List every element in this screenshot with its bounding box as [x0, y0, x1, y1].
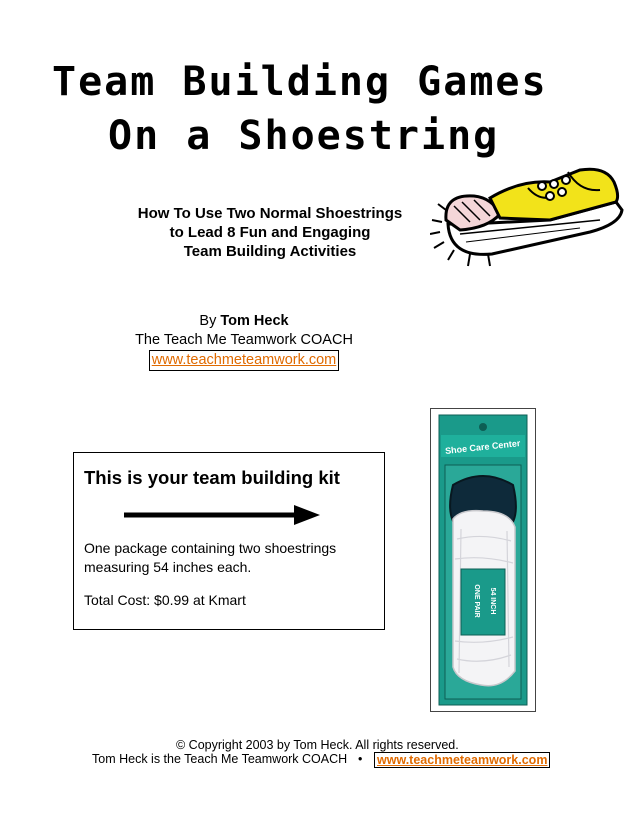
page-title-line1: Team Building Games: [52, 59, 548, 105]
kit-heading: This is your team building kit: [84, 467, 340, 488]
page-title-line2: On a Shoestring: [108, 113, 500, 159]
subtitle: [110, 204, 430, 261]
package-label-length: 54 INCH: [489, 587, 496, 615]
shoelace-package-photo: [430, 408, 536, 712]
kit-cost: Total Cost: $0.99 at Kmart: [84, 592, 246, 608]
footer-website-link[interactable]: www.teachmeteamwork.com: [374, 752, 550, 768]
subtitle-line2: to Lead 8 Fun and Engaging: [169, 224, 371, 241]
footer-copyright: © Copyright 2003 by Tom Heck. All rights reserved.: [176, 738, 459, 752]
kit-info-box: [73, 452, 385, 630]
kit-description-line2: measuring 54 inches each.: [84, 559, 252, 575]
byline-by: By: [199, 313, 217, 329]
sneaker-clipart: [430, 162, 630, 270]
author-role: The Teach Me Teamwork COACH: [135, 332, 353, 348]
kit-description-line1: One package containing two shoestrings: [84, 540, 337, 556]
footer-tagline: Tom Heck is the Teach Me Teamwork COACH: [92, 752, 348, 766]
author-name: Tom Heck: [220, 313, 289, 329]
package-label-pair: ONE PAIR: [473, 584, 480, 618]
byline-author-line: [110, 312, 378, 331]
subtitle-line3: Team Building Activities: [183, 243, 357, 260]
right-arrow-icon: [122, 503, 322, 527]
kit-description: [84, 539, 374, 577]
subtitle-line1: How To Use Two Normal Shoestrings: [137, 205, 403, 222]
package-brand: Shoe Care Center: [444, 438, 521, 456]
byline: [110, 312, 378, 371]
footer-bullet: •: [358, 752, 363, 766]
author-website-link[interactable]: www.teachmeteamwork.com: [149, 350, 340, 371]
shoelace-package-illustration: [431, 409, 535, 711]
